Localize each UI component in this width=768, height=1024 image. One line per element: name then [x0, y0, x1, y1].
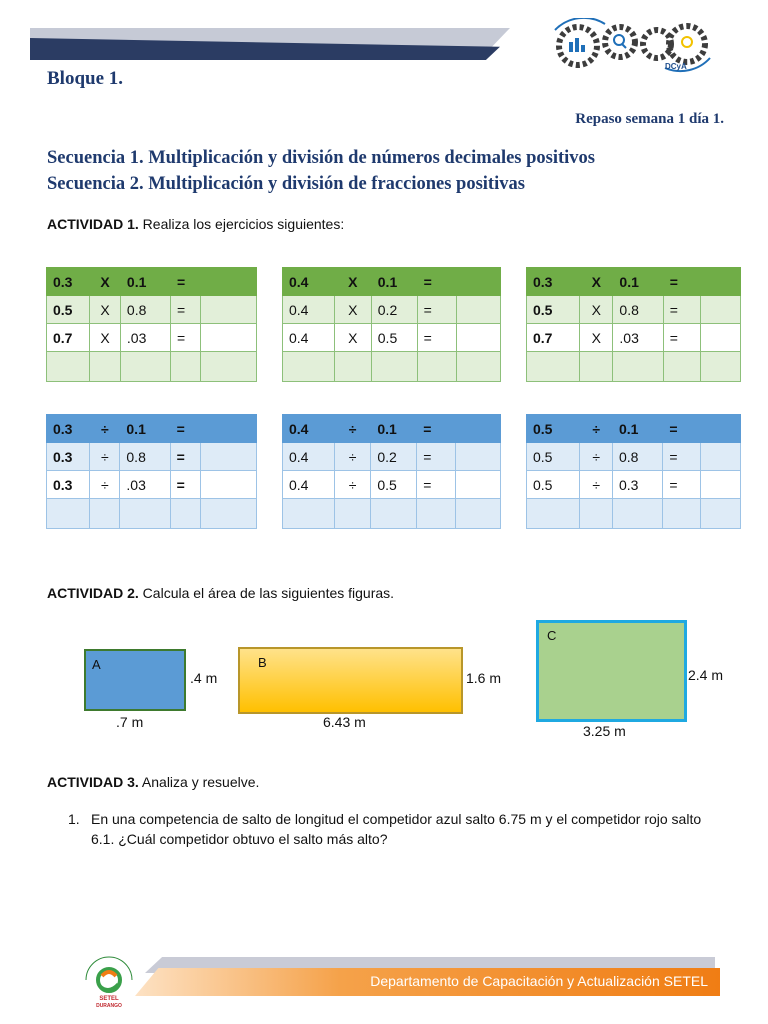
- table-cell: 0.4: [283, 268, 335, 296]
- table-cell: .03: [613, 324, 663, 352]
- problem-1-number: 1.: [68, 811, 80, 827]
- table-cell: =: [417, 471, 456, 499]
- table-cell: .03: [120, 324, 170, 352]
- figure-a-height: .4 m: [190, 670, 218, 686]
- table-cell: .03: [120, 471, 170, 499]
- footer-department: Departamento de Capacitación y Actualización SETEL: [370, 973, 708, 989]
- answer-cell[interactable]: [456, 499, 501, 529]
- table-cell: 0.3: [47, 471, 90, 499]
- actividad-3-instruction: [47, 774, 259, 790]
- table-cell: 0.1: [612, 415, 662, 443]
- figure-b-rectangle: [238, 647, 463, 714]
- table-cell: [334, 499, 370, 529]
- table-row: [283, 415, 501, 443]
- answer-cell[interactable]: [200, 415, 256, 443]
- table-cell: ÷: [90, 471, 120, 499]
- table-cell: 0.8: [120, 296, 170, 324]
- figure-c-label: C: [547, 628, 557, 643]
- table-cell: [170, 352, 200, 382]
- table-cell: =: [170, 415, 200, 443]
- table-row: [527, 324, 741, 352]
- table-cell: =: [663, 296, 700, 324]
- table-row: [47, 268, 257, 296]
- secuencia-2-title: Secuencia 2. Multiplicación y división de fracciones positivas: [47, 174, 525, 194]
- table-cell: 0.4: [283, 296, 335, 324]
- table-cell: 0.5: [371, 471, 417, 499]
- table-cell: 0.5: [527, 296, 580, 324]
- table-cell: ÷: [580, 471, 613, 499]
- table-cell: 0.3: [527, 268, 580, 296]
- table-cell: X: [580, 268, 613, 296]
- table-row: [527, 415, 741, 443]
- table-cell: 0.8: [612, 443, 662, 471]
- table-row: [527, 352, 741, 382]
- table-cell: X: [334, 268, 371, 296]
- table-cell: 0.7: [527, 324, 580, 352]
- problem-1-text: En una competencia de salto de longitud el competidor azul salto 6.75 m y el competidor rojo salto 6.1. ¿Cuál competidor obtuvo el salto más alto?: [91, 811, 702, 847]
- table-row: [283, 499, 501, 529]
- figure-b-width: 6.43 m: [323, 714, 366, 730]
- table-cell: 0.5: [371, 324, 417, 352]
- table-cell: =: [663, 268, 700, 296]
- answer-cell[interactable]: [456, 415, 501, 443]
- table-cell: 0.1: [120, 268, 170, 296]
- table-cell: [90, 352, 121, 382]
- table-cell: [663, 352, 700, 382]
- table-cell: [283, 499, 335, 529]
- answer-cell[interactable]: [456, 443, 501, 471]
- figure-a-label: A: [92, 657, 101, 672]
- actividad-1-text: Realiza los ejercicios siguientes:: [138, 216, 345, 232]
- table-cell: X: [90, 268, 121, 296]
- multiplication-table-1: [46, 267, 257, 382]
- table-cell: =: [417, 296, 456, 324]
- answer-cell[interactable]: [701, 324, 741, 352]
- figure-c-rectangle: [536, 620, 687, 722]
- table-cell: 0.1: [371, 268, 417, 296]
- answer-cell[interactable]: [456, 324, 501, 352]
- table-cell: =: [170, 268, 200, 296]
- table-cell: X: [334, 324, 371, 352]
- actividad-2-label: ACTIVIDAD 2.: [47, 585, 139, 601]
- actividad-3-text: Analiza y resuelve.: [138, 774, 260, 790]
- repaso-title: Repaso semana 1 día 1.: [575, 111, 724, 127]
- answer-cell[interactable]: [700, 471, 740, 499]
- actividad-1-label: ACTIVIDAD 1.: [47, 216, 139, 232]
- answer-cell[interactable]: [456, 296, 501, 324]
- table-cell: [580, 352, 613, 382]
- table-cell: ÷: [580, 415, 613, 443]
- problem-1: [68, 809, 718, 849]
- table-cell: 0.3: [47, 268, 90, 296]
- table-cell: [417, 499, 456, 529]
- dcya-logo-text: DCyA: [665, 62, 687, 71]
- table-row: [47, 443, 257, 471]
- table-cell: 0.5: [527, 415, 580, 443]
- table-cell: =: [170, 471, 200, 499]
- table-row: [527, 296, 741, 324]
- table-cell: [612, 499, 662, 529]
- table-cell: [663, 499, 701, 529]
- table-cell: =: [170, 443, 200, 471]
- table-cell: ÷: [90, 443, 120, 471]
- table-cell: [613, 352, 663, 382]
- figure-b-label: B: [258, 655, 267, 670]
- answer-cell[interactable]: [201, 268, 257, 296]
- table-cell: X: [90, 296, 121, 324]
- table-cell: [90, 499, 120, 529]
- answer-cell[interactable]: [700, 415, 740, 443]
- bloque-title: Bloque 1.: [47, 68, 124, 89]
- table-cell: 0.4: [283, 324, 335, 352]
- table-cell: =: [663, 443, 701, 471]
- table-cell: 0.8: [120, 443, 170, 471]
- dcya-gears-logo: [545, 18, 715, 78]
- table-cell: =: [417, 324, 456, 352]
- table-cell: 0.3: [47, 415, 90, 443]
- table-row: [527, 268, 741, 296]
- table-cell: 0.1: [371, 415, 417, 443]
- answer-cell[interactable]: [456, 352, 501, 382]
- setel-logo-name: SETEL: [99, 996, 119, 1002]
- division-table-2: [282, 414, 501, 529]
- table-cell: =: [663, 324, 700, 352]
- table-cell: X: [90, 324, 121, 352]
- table-row: [283, 443, 501, 471]
- table-cell: [120, 352, 170, 382]
- table-row: [47, 415, 257, 443]
- table-cell: 0.5: [47, 296, 90, 324]
- table-cell: ÷: [90, 415, 120, 443]
- division-table-1: [46, 414, 257, 529]
- secuencia-1-title: Secuencia 1. Multiplicación y división de números decimales positivos: [47, 148, 595, 168]
- table-cell: 0.8: [613, 296, 663, 324]
- table-row: [47, 499, 257, 529]
- table-cell: ÷: [334, 443, 370, 471]
- answer-cell[interactable]: [456, 268, 501, 296]
- table-cell: =: [663, 415, 701, 443]
- table-cell: [47, 499, 90, 529]
- table-cell: X: [580, 324, 613, 352]
- figure-a-rectangle: [84, 649, 186, 711]
- table-row: [283, 268, 501, 296]
- answer-cell[interactable]: [701, 352, 741, 382]
- table-cell: =: [417, 268, 456, 296]
- answer-cell[interactable]: [701, 268, 741, 296]
- table-row: [47, 352, 257, 382]
- table-cell: 0.4: [283, 471, 335, 499]
- answer-cell[interactable]: [201, 324, 257, 352]
- table-cell: [527, 499, 580, 529]
- table-row: [47, 324, 257, 352]
- table-cell: 0.1: [120, 415, 170, 443]
- table-cell: [47, 352, 90, 382]
- answer-cell[interactable]: [200, 443, 256, 471]
- figure-b-height: 1.6 m: [466, 670, 502, 686]
- table-row: [527, 471, 741, 499]
- table-cell: X: [580, 296, 613, 324]
- table-row: [283, 352, 501, 382]
- table-cell: 0.2: [371, 443, 417, 471]
- table-cell: [334, 352, 371, 382]
- table-row: [527, 499, 741, 529]
- setel-logo-sub: DURANGO: [96, 1003, 122, 1009]
- table-cell: =: [663, 471, 701, 499]
- table-row: [47, 471, 257, 499]
- answer-cell[interactable]: [201, 352, 257, 382]
- table-row: [47, 296, 257, 324]
- answer-cell[interactable]: [200, 471, 256, 499]
- table-cell: [371, 352, 417, 382]
- answer-cell[interactable]: [701, 296, 741, 324]
- table-cell: 0.2: [371, 296, 417, 324]
- table-cell: 0.4: [283, 415, 335, 443]
- figure-a-width: .7 m: [116, 714, 144, 730]
- actividad-3-label: ACTIVIDAD 3.: [47, 774, 139, 790]
- actividad-2-text: Calcula el área de las siguientes figuras.: [138, 585, 395, 601]
- table-cell: X: [334, 296, 371, 324]
- answer-cell[interactable]: [700, 443, 740, 471]
- table-cell: [527, 352, 580, 382]
- table-cell: [417, 352, 456, 382]
- division-table-3: [526, 414, 741, 529]
- table-cell: ÷: [334, 471, 370, 499]
- table-cell: [120, 499, 170, 529]
- setel-durango-logo: [78, 950, 140, 1010]
- actividad-2-instruction: [47, 585, 394, 601]
- table-row: [283, 324, 501, 352]
- table-cell: 0.3: [47, 443, 90, 471]
- actividad-1-instruction: [47, 216, 344, 232]
- table-cell: 0.3: [612, 471, 662, 499]
- table-cell: [170, 499, 200, 529]
- multiplication-table-3: [526, 267, 741, 382]
- table-cell: 0.5: [527, 471, 580, 499]
- table-cell: 0.4: [283, 443, 335, 471]
- table-cell: [283, 352, 335, 382]
- answer-cell[interactable]: [700, 499, 740, 529]
- table-cell: [580, 499, 613, 529]
- table-cell: =: [170, 296, 200, 324]
- figure-c-height: 2.4 m: [688, 667, 724, 683]
- table-cell: 0.1: [613, 268, 663, 296]
- table-cell: ÷: [334, 415, 370, 443]
- table-cell: 0.7: [47, 324, 90, 352]
- table-cell: =: [417, 415, 456, 443]
- figure-c-width: 3.25 m: [583, 723, 626, 739]
- table-cell: ÷: [580, 443, 613, 471]
- table-cell: 0.5: [527, 443, 580, 471]
- multiplication-table-2: [282, 267, 501, 382]
- answer-cell[interactable]: [201, 296, 257, 324]
- answer-cell[interactable]: [456, 471, 501, 499]
- table-cell: =: [417, 443, 456, 471]
- table-row: [283, 296, 501, 324]
- table-cell: [371, 499, 417, 529]
- table-row: [527, 443, 741, 471]
- table-row: [283, 471, 501, 499]
- answer-cell[interactable]: [200, 499, 256, 529]
- table-cell: =: [170, 324, 200, 352]
